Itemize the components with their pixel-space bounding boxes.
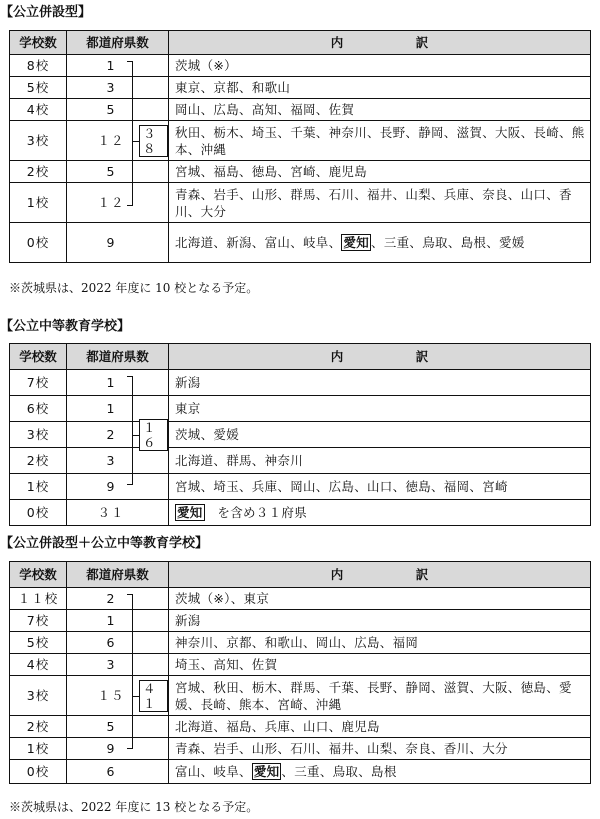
table-row: [10, 632, 591, 654]
cell-detail: 東京: [169, 396, 591, 422]
table-header-row: [10, 31, 591, 55]
table-row: [10, 99, 591, 121]
table-header-row: [10, 562, 591, 588]
highlight-aichi: 愛知: [177, 505, 203, 520]
cell-prefs: 3: [67, 448, 169, 474]
section-title: 【公立併設型＋公立中等教育学校】: [0, 536, 209, 551]
table-heisetsu: [9, 30, 591, 263]
cell-prefs: 3: [67, 654, 169, 676]
cell-schools: 0校: [10, 223, 67, 263]
total-badge: ３８: [139, 125, 168, 157]
table-row: [10, 588, 591, 610]
table-row: [10, 183, 591, 223]
cell-prefs: 2 １６: [67, 422, 169, 448]
cell-schools: 4校: [10, 99, 67, 121]
cell-schools: 1校: [10, 474, 67, 500]
total-badge: ４１: [139, 680, 168, 712]
cell-detail: 愛知 を含め３１府県: [169, 500, 591, 526]
cell-schools: 7校: [10, 370, 67, 396]
table-row: [10, 654, 591, 676]
table-row: [10, 760, 591, 784]
header-prefs: 都道府県数: [67, 562, 169, 588]
cell-detail: 宮城、埼玉、兵庫、岡山、広島、山口、徳島、福岡、宮崎: [169, 474, 591, 500]
table-combined: [9, 561, 591, 784]
cell-schools: 0校: [10, 760, 67, 784]
header-detail: 内 訳: [169, 31, 591, 55]
cell-detail: 青森、岩手、山形、石川、福井、山梨、奈良、香川、大分: [169, 738, 591, 760]
table-row: [10, 500, 591, 526]
cell-schools: 2校: [10, 161, 67, 183]
cell-prefs: １２: [67, 183, 169, 223]
table-header-row: [10, 344, 591, 370]
cell-prefs: １２ ３８: [67, 121, 169, 161]
table-row: [10, 422, 591, 448]
cell-detail: 青森、岩手、山形、群馬、石川、福井、山梨、兵庫、奈良、山口、香川、大分: [169, 183, 591, 223]
cell-detail: 宮城、福島、徳島、宮崎、鹿児島: [169, 161, 591, 183]
cell-schools: 2校: [10, 716, 67, 738]
cell-schools: 3校: [10, 422, 67, 448]
cell-prefs: 1: [67, 370, 169, 396]
table-row: [10, 716, 591, 738]
cell-detail: 茨城（※）、東京: [169, 588, 591, 610]
header-schools: 学校数: [10, 562, 67, 588]
highlight-aichi: 愛知: [253, 764, 280, 779]
cell-prefs: ３１: [67, 500, 169, 526]
cell-schools: 7校: [10, 610, 67, 632]
cell-prefs: 9: [67, 223, 169, 263]
table-row: [10, 161, 591, 183]
cell-detail: 新潟: [169, 610, 591, 632]
cell-detail: 北海道、福島、兵庫、山口、鹿児島: [169, 716, 591, 738]
total-badge: １６: [139, 419, 168, 451]
cell-prefs: 9: [67, 474, 169, 500]
header-detail: 内 訳: [169, 344, 591, 370]
cell-detail: 茨城（※）: [169, 55, 591, 77]
cell-schools: 5校: [10, 632, 67, 654]
section-title: 【公立中等教育学校】: [0, 319, 131, 334]
cell-detail: 茨城、愛媛: [169, 422, 591, 448]
cell-schools: 3校: [10, 121, 67, 161]
cell-schools: 3校: [10, 676, 67, 716]
cell-schools: 4校: [10, 654, 67, 676]
cell-prefs: １５ ４１: [67, 676, 169, 716]
table-row: [10, 738, 591, 760]
header-detail: 内 訳: [169, 562, 591, 588]
cell-detail: 宮城、秋田、栃木、群馬、千葉、長野、静岡、滋賀、大阪、徳島、愛媛、長崎、熊本、宮崎、沖縄: [169, 676, 591, 716]
cell-prefs: 5: [67, 161, 169, 183]
table-row: [10, 223, 591, 263]
cell-prefs: 9: [67, 738, 169, 760]
table-row: [10, 396, 591, 422]
cell-schools: 2校: [10, 448, 67, 474]
cell-schools: 6校: [10, 396, 67, 422]
header-prefs: 都道府県数: [67, 344, 169, 370]
header-prefs: 都道府県数: [67, 31, 169, 55]
cell-prefs: 6: [67, 760, 169, 784]
table-row: [10, 676, 591, 716]
table-row: [10, 370, 591, 396]
cell-schools: 8校: [10, 55, 67, 77]
cell-prefs: 2: [67, 588, 169, 610]
cell-detail: 岡山、広島、高知、福岡、佐賀: [169, 99, 591, 121]
footnote: ※茨城県は、2022 年度に 10 校となる予定。: [9, 281, 259, 295]
footnote: ※茨城県は、2022 年度に 13 校となる予定。: [9, 800, 259, 814]
header-schools: 学校数: [10, 344, 67, 370]
cell-detail: 北海道、群馬、神奈川: [169, 448, 591, 474]
highlight-aichi: 愛知: [343, 235, 370, 250]
header-schools: 学校数: [10, 31, 67, 55]
cell-detail: 新潟: [169, 370, 591, 396]
table-row: [10, 55, 591, 77]
cell-schools: 5校: [10, 77, 67, 99]
cell-schools: 1校: [10, 183, 67, 223]
table-row: [10, 121, 591, 161]
cell-detail: 東京、京都、和歌山: [169, 77, 591, 99]
cell-prefs: 1: [67, 610, 169, 632]
cell-prefs: 1: [67, 55, 169, 77]
cell-detail: 富山、岐阜、 愛知 、三重、鳥取、島根: [169, 760, 591, 784]
table-row: [10, 77, 591, 99]
cell-prefs: 5: [67, 716, 169, 738]
cell-detail: 北海道、新潟、富山、岐阜、 愛知 、三重、鳥取、島根、愛媛: [169, 223, 591, 263]
table-chuto: [9, 343, 591, 526]
table-row: [10, 610, 591, 632]
cell-prefs: 5: [67, 99, 169, 121]
cell-schools: 0校: [10, 500, 67, 526]
cell-schools: 1校: [10, 738, 67, 760]
cell-prefs: 6: [67, 632, 169, 654]
cell-detail: 埼玉、高知、佐賀: [169, 654, 591, 676]
cell-prefs: 3: [67, 77, 169, 99]
cell-prefs: 1: [67, 396, 169, 422]
cell-detail: 秋田、栃木、埼玉、千葉、神奈川、長野、静岡、滋賀、大阪、長崎、熊本、沖縄: [169, 121, 591, 161]
cell-detail: 神奈川、京都、和歌山、岡山、広島、福岡: [169, 632, 591, 654]
table-row: [10, 448, 591, 474]
section-title: 【公立併設型】: [0, 5, 92, 20]
table-row: [10, 474, 591, 500]
cell-schools: １１校: [10, 588, 67, 610]
